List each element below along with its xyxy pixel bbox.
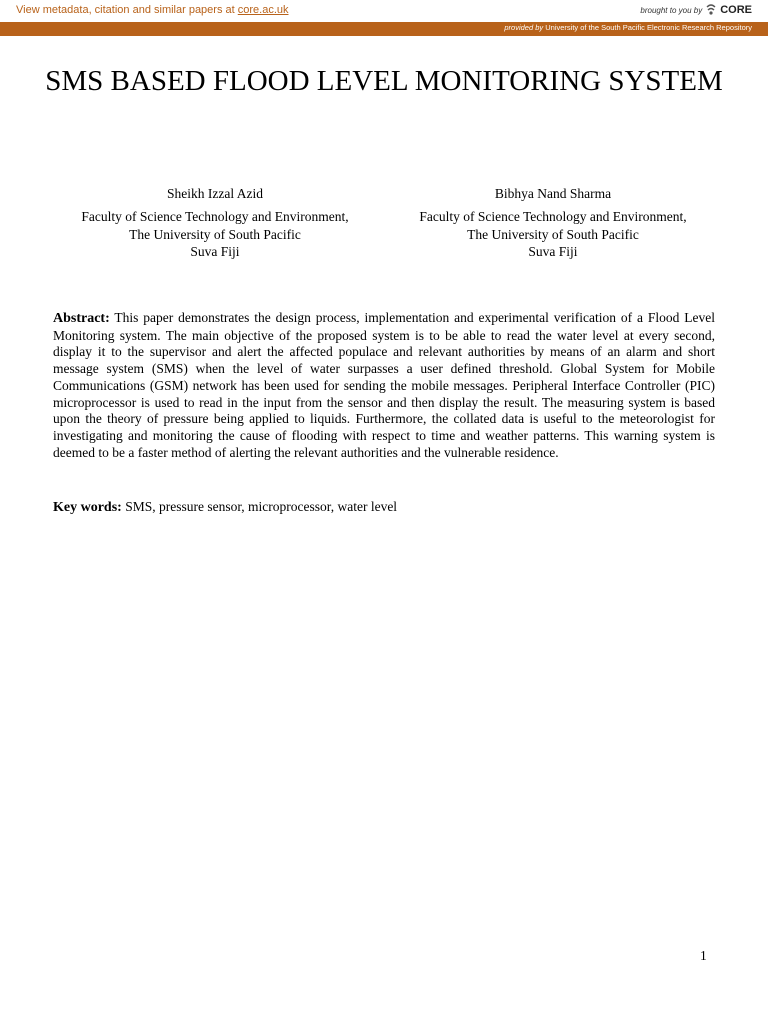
author-location: Suva Fiji [190, 244, 240, 259]
author-location: Suva Fiji [528, 244, 578, 259]
abstract-label: Abstract: [53, 311, 110, 326]
core-link[interactable]: core.ac.uk [237, 4, 289, 16]
keywords-label: Key words: [53, 500, 122, 515]
author-block-2 [398, 184, 708, 261]
author-name: Bibhya Nand Sharma [494, 186, 612, 201]
core-provider-bar [0, 22, 768, 36]
author-name: Sheikh Izzal Azid [167, 186, 263, 201]
core-logo-icon [705, 4, 717, 16]
author-faculty: Faculty of Science Technology and Environment, [81, 209, 349, 224]
keywords [53, 498, 715, 516]
core-metadata-line [16, 4, 289, 16]
author-block-1 [60, 184, 370, 261]
core-banner [0, 0, 768, 36]
core-brought-by[interactable] [640, 4, 752, 16]
provided-by-source: University of the South Pacific Electronic Research Repository [545, 23, 752, 32]
core-banner-top [0, 0, 768, 23]
author-university: The University of South Pacific [129, 226, 301, 242]
page-number: 1 [700, 948, 707, 963]
author-university: The University of South Pacific [467, 226, 639, 242]
brought-to-you-text: brought to you by [640, 5, 703, 15]
keywords-text: SMS, pressure sensor, microprocessor, water level [125, 499, 398, 514]
core-metadata-text: View metadata, citation and similar papers at [16, 4, 238, 16]
provided-by-line[interactable] [504, 23, 752, 32]
abstract [53, 310, 715, 461]
provided-by-label: provided by [504, 23, 544, 32]
author-faculty: Faculty of Science Technology and Environment, [419, 209, 687, 224]
core-logo-text: CORE [720, 4, 752, 16]
paper-title: SMS BASED FLOOD LEVEL MONITORING SYSTEM [45, 65, 723, 97]
abstract-text: This paper demonstrates the design process, implementation and experimental verification of a Flood Level Monitoring system. The main objective of the proposed system is to be able to read the water level at every second, display it to the supervisor and alert the affected populace and relevant authorities by means of an alarm and short message system (SMS) when the level of water surpasses a user defined threshold. Global System for Mobile Communications (GSM) network has been used for sending the mobile messages. Peripheral Interface Controller (PIC) microprocessor is used to read in the input from the sensor and then display the result. The measuring system is based upon the theory of pressure being applied to liquids. Furthermore, the collated data is useful to the meteorologist for investigating and monitoring the cause of flooding with respect to time and weather patterns. This warning system is deemed to be a faster method of alerting the relevant authorities and the vulnerable residence. [53, 310, 715, 460]
